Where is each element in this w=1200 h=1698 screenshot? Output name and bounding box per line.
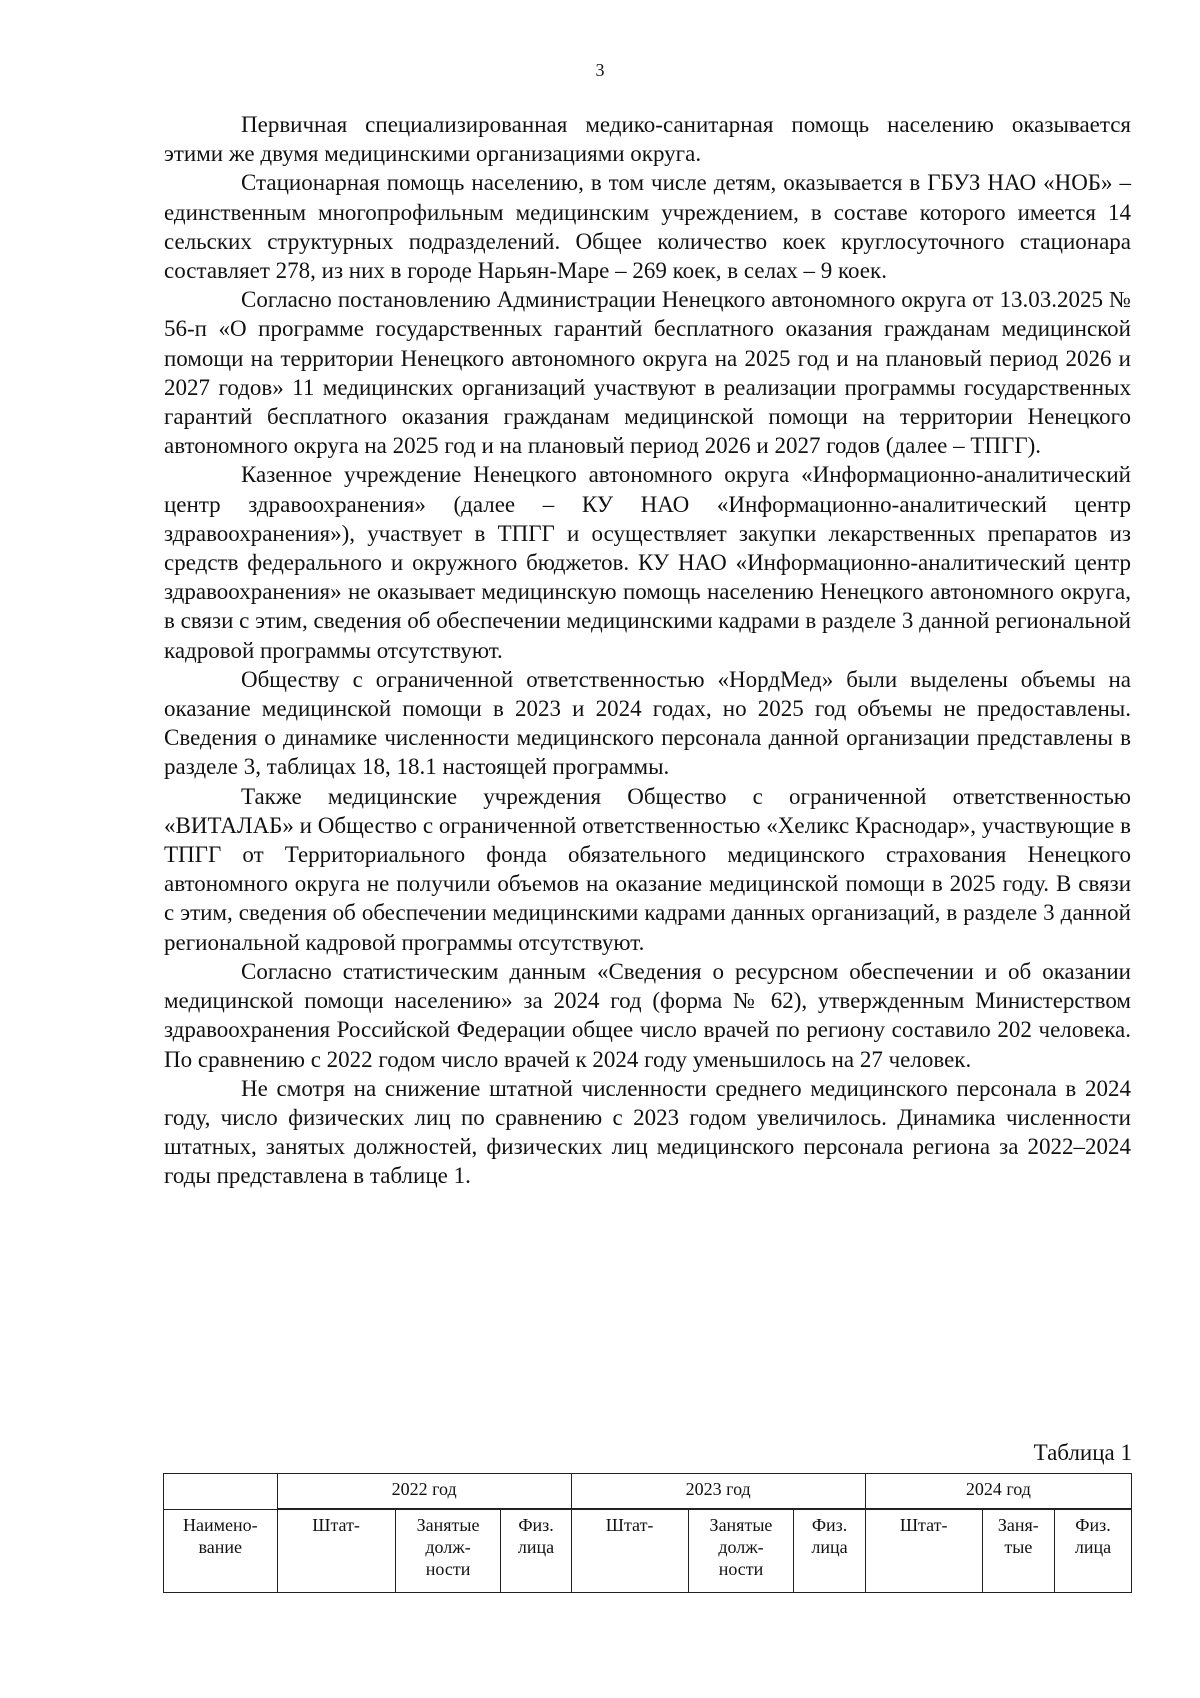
paragraph-form-62-statistics: Согласно статистическим данным «Сведения о ресурсном обеспечении и об оказании медицинской помощи населению» за 2024 год (форма № 62), утвержденным Министерством здравоохранения Российской Федерации общее число врачей по региону составило 202 человека. По сравнению с 2022 годом число врачей к 2024 году уменьшилось на 27 человек.	[164, 958, 1131, 1072]
table-year-row	[164, 1474, 1132, 1510]
table-corner-cell	[164, 1474, 278, 1510]
paragraph-staff-dynamics: Не смотря на снижение штатной численности среднего медицинского персонала в 2024 году, число физических лиц по сравнению с 2023 годом увеличилось. Динамика численности штатных, занятых должностей, физических лиц медицинского персонала региона за 2022–2024 годы представлена в таблице 1.	[164, 1075, 1131, 1189]
staff-table	[163, 1473, 1132, 1593]
paragraph-vitalab-helix: Также медицинские учреждения Общество с ограниченной ответственностью «ВИТАЛАБ» и Общество с ограниченной ответственностью «Хеликс Краснодар», участвующие в ТПГГ от Территориального фонда обязательного медицинского страхования Ненецкого автономного округа не получили объемов на оказание медицинской помощи в 2025 году. В связи с этим, сведения об обеспечении медицинскими кадрами данных организаций, в разделе 3 данной региональной кадровой программы отсутствуют.	[164, 783, 1131, 955]
header-2022-individuals: Физ. лица	[501, 1509, 571, 1593]
header-2024-staff: Штат-	[865, 1509, 982, 1593]
header-2023-staff: Штат-	[571, 1509, 688, 1593]
year-header-2023: 2023 год	[571, 1474, 865, 1510]
paragraph-tpgg-decree: Согласно постановлению Администрации Ненецкого автономного округа от 13.03.2025 № 56-п «О программе государственных гарантий бесплатного оказания гражданам медицинской помощи на территории Ненецкого автономного округа на 2025 год и на плановый период 2026 и 2027 годов» 11 медицинских организаций участвуют в реализации программы государственных гарантий бесплатного оказания гражданам медицинской помощи на территории Ненецкого автономного округа на 2025 год и на плановый период 2026 и 2027 годов (далее – ТПГГ).	[164, 287, 1131, 459]
header-2023-occupied: Занятые долж- ности	[688, 1509, 794, 1593]
paragraph-nordmed: Обществу с ограниченной ответственностью «НордМед» были выделены объемы на оказание медицинской помощи в 2023 и 2024 годах, но 2025 год объемы не предоставлены. Сведения о динамике численности медицинского персонала данной организации представлены в разделе 3, таблицах 18, 18.1 настоящей программы.	[164, 666, 1131, 780]
header-2023-individuals: Физ. лица	[794, 1509, 865, 1593]
header-2024-individuals: Физ. лица	[1055, 1509, 1132, 1593]
header-2024-occupied: Заня- тые	[982, 1509, 1054, 1593]
page-number: 3	[595, 60, 605, 80]
table-caption: Таблица 1	[1033, 1440, 1132, 1465]
table-column-header-row	[164, 1509, 1132, 1593]
paragraph-inpatient-care: Стационарная помощь населению, в том числе детям, оказывается в ГБУЗ НАО «НОБ» – единственным многопрофильным медицинским учреждением, в составе которого имеется 14 сельских структурных подразделений. Общее количество коек круглосуточного стационара составляет 278, из них в городе Нарьян-Маре – 269 коек, в селах – 9 коек.	[164, 170, 1131, 284]
paragraph-analytics-center: Казенное учреждение Ненецкого автономного округа «Информационно-аналитический центр здравоохранения» (далее – КУ НАО «Информационно-аналитический центр здравоохранения»), участвует в ТПГГ и осуществляет закупки лекарственных препаратов из средств федерального и окружного бюджетов. КУ НАО «Информационно-аналитический центр здравоохранения» не оказывает медицинскую помощь населению Ненецкого автономного округа, в связи с этим, сведения об обеспечении медицинскими кадрами в разделе 3 данной региональной кадровой программы отсутствуют.	[164, 462, 1131, 663]
year-header-2022: 2022 год	[277, 1474, 571, 1510]
name-column-header: Наимено- вание	[164, 1509, 278, 1593]
header-2022-staff: Штат-	[277, 1509, 395, 1593]
year-header-2024: 2024 год	[865, 1474, 1131, 1510]
paragraph-primary-care: Первичная специализированная медико-санитарная помощь населению оказывается этими же двумя медицинскими организациями округа.	[164, 112, 1131, 167]
header-2022-occupied: Занятые долж- ности	[395, 1509, 501, 1593]
body-text	[164, 110, 1131, 1191]
